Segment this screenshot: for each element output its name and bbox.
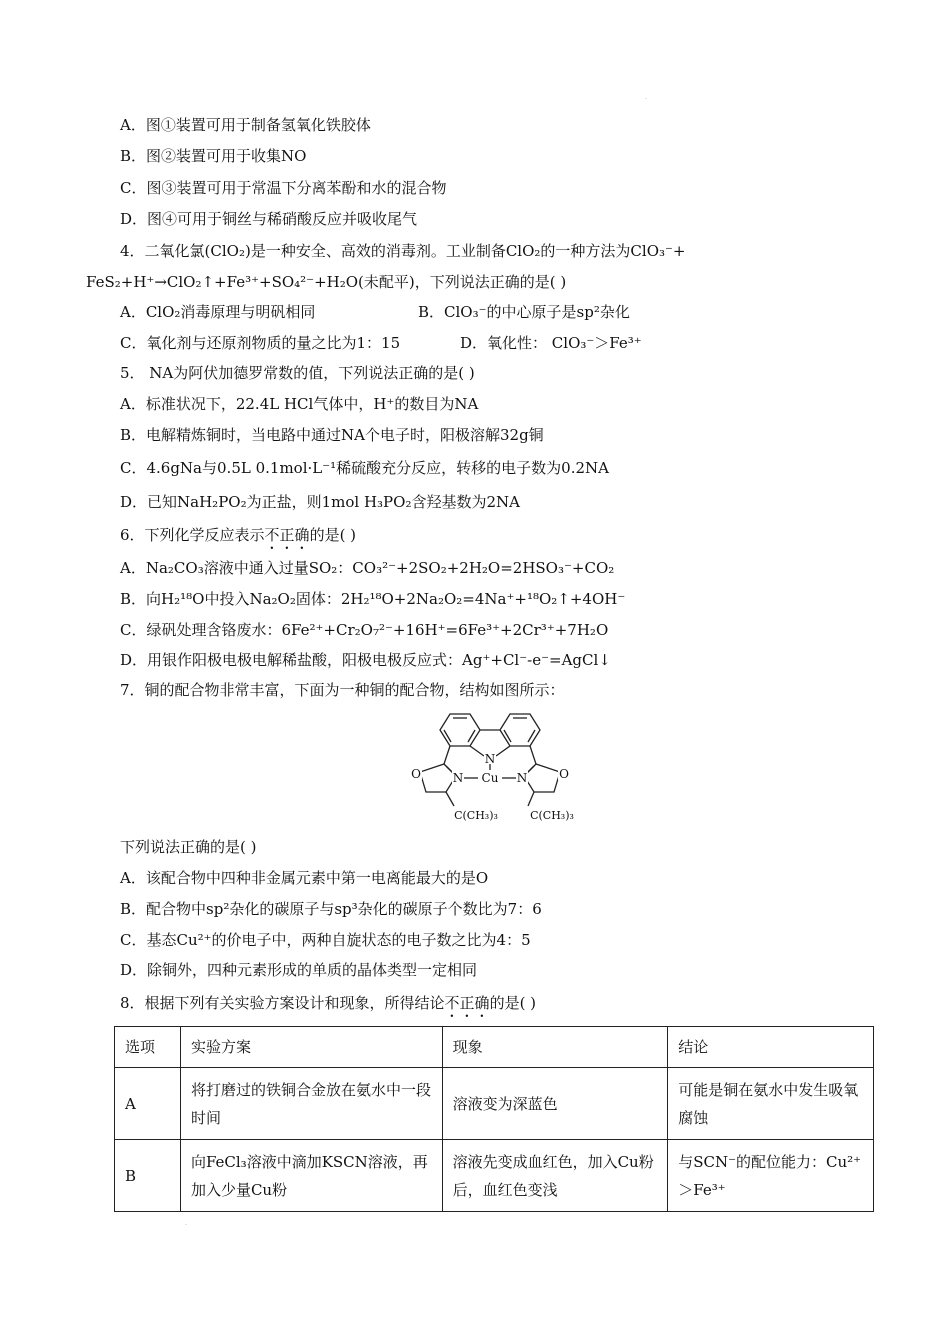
q7-option-a: A．该配合物中四种非金属元素中第一电离能最大的是O (120, 869, 489, 887)
page-dot-bottom: · (185, 1222, 187, 1229)
q5-option-c: C．4.6gNa与0.5L 0.1mol·L⁻¹稀硫酸充分反应，转移的电子数为0.2NA (120, 459, 609, 477)
q5-option-d: D．已知NaH₂PO₂为正盐，则1mol H₃PO₂含羟基数为2NA (120, 493, 520, 511)
q6-stem (120, 525, 356, 553)
row-a-option: A (115, 1068, 181, 1140)
row-a-phenomenon: 溶液变为深蓝色 (442, 1068, 668, 1140)
label-o-right: O (559, 767, 569, 781)
row-b-conclusion: 与SCN⁻的配位能力：Cu²⁺＞Fe³⁺ (668, 1140, 874, 1212)
label-o-left: O (411, 767, 421, 781)
header-conclusion: 结论 (668, 1027, 874, 1068)
q5-option-a: A．标准状况下，22.4L HCl气体中，H⁺的数目为NA (120, 395, 479, 413)
row-b-phenomenon: 溶液先变成血红色，加入Cu粉后，血红色变浅 (442, 1140, 668, 1212)
q3-option-a: A．图①装置可用于制备氢氧化铁胶体 (120, 116, 371, 134)
q5-option-b: B．电解精炼铜时，当电路中通过NA个电子时，阳极溶解32g铜 (120, 426, 544, 444)
q7-option-d: D．除铜外，四种元素形成的单质的晶体类型一定相同 (120, 961, 478, 979)
q8-stem-pre: 8．根据下列有关实验方案设计和现象，所得结论 (120, 994, 445, 1012)
q8-stem (120, 993, 536, 1021)
q4-stem-line1: 4．二氧化氯(ClO₂)是一种安全、高效的消毒剂。工业制备ClO₂的一种方法为ClO₃⁻+ (120, 242, 686, 260)
q5-stem: 5． NA为阿伏加德罗常数的值，下列说法正确的是( ) (120, 364, 475, 382)
header-plan: 实验方案 (180, 1027, 442, 1068)
table-header-row (115, 1027, 874, 1068)
q6-stem-post: 的是( ) (309, 526, 357, 544)
q7-sub-stem: 下列说法正确的是( ) (120, 838, 257, 856)
left-benzene-ring (440, 714, 480, 746)
q4-option-a: A．ClO₂消毒原理与明矾相同 (120, 303, 316, 321)
row-b-option: B (115, 1140, 181, 1212)
q4-option-d: D．氧化性： ClO₃⁻＞Fe³⁺ (460, 334, 642, 352)
right-oxazoline-ring (524, 764, 560, 792)
label-tbu-left: C(CH₃)₃ (454, 809, 498, 822)
q3-option-c: C．图③装置可用于常温下分离苯酚和水的混合物 (120, 179, 447, 197)
q4-stem-line2: FeS₂+H⁺→ClO₂↑+Fe³⁺+SO₄²⁻+H₂O(未配平)，下列说法正确的是( ) (86, 273, 567, 291)
q8-stem-post: 的是( ) (489, 994, 537, 1012)
q6-stem-pre: 6．下列化学反应表示 (120, 526, 265, 544)
row-b-plan: 向FeCl₃溶液中滴加KSCN溶液，再加入少量Cu粉 (180, 1140, 442, 1212)
q7-option-b: B．配合物中sp²杂化的碳原子与sp³杂化的碳原子个数比为7：6 (120, 900, 542, 918)
q6-stem-emphasis: 不正确 (264, 526, 310, 544)
table-row (115, 1140, 874, 1212)
q6-option-a: A．Na₂CO₃溶液中通入过量SO₂：CO₃²⁻+2SO₂+2H₂O=2HSO₃⁻+CO₂ (120, 559, 615, 577)
q3-option-d: D．图④可用于铜丝与稀硝酸反应并吸收尾气 (120, 210, 418, 228)
q7-stem: 7．铜的配合物非常丰富，下面为一种铜的配合物，结构如图所示： (120, 681, 565, 699)
q6-option-c: C．绿矾处理含铬废水：6Fe²⁺+Cr₂O₇²⁻+16H⁺=6Fe³⁺+2Cr³⁺+7H₂O (120, 621, 609, 639)
header-option: 选项 (115, 1027, 181, 1068)
label-n-right: N (516, 771, 528, 785)
row-a-plan: 将打磨过的铁铜合金放在氨水中一段时间 (180, 1068, 442, 1140)
label-n-top: N (484, 752, 496, 766)
q6-option-d: D．用银作阳极电极电解稀盐酸，阳极电极反应式：Ag⁺+Cl⁻-e⁻=AgCl↓ (120, 651, 611, 669)
label-tbu-right: C(CH₃)₃ (530, 809, 574, 822)
copper-complex-structure (400, 706, 590, 828)
header-phenomenon: 现象 (442, 1027, 668, 1068)
experiment-table (114, 1026, 874, 1212)
row-a-conclusion: 可能是铜在氨水中发生吸氧腐蚀 (668, 1068, 874, 1140)
q8-stem-emphasis: 不正确 (444, 994, 490, 1012)
table-row (115, 1068, 874, 1140)
label-n-left: N (452, 771, 464, 785)
page-dot: · (645, 96, 647, 103)
left-oxazoline-ring (420, 764, 456, 792)
q4-option-b: B．ClO₃⁻的中心原子是sp²杂化 (418, 303, 630, 321)
right-benzene-ring (500, 714, 540, 746)
q3-option-b: B．图②装置可用于收集NO (120, 147, 307, 165)
q4-option-c: C．氧化剂与还原剂物质的量之比为1：15 (120, 334, 401, 352)
label-cu: Cu (481, 771, 499, 785)
q6-option-b: B．向H₂¹⁸O中投入Na₂O₂固体：2H₂¹⁸O+2Na₂O₂=4Na⁺+¹⁸O₂↑+4OH⁻ (120, 590, 626, 608)
q7-option-c: C．基态Cu²⁺的价电子中，两种自旋状态的电子数之比为4：5 (120, 931, 531, 949)
